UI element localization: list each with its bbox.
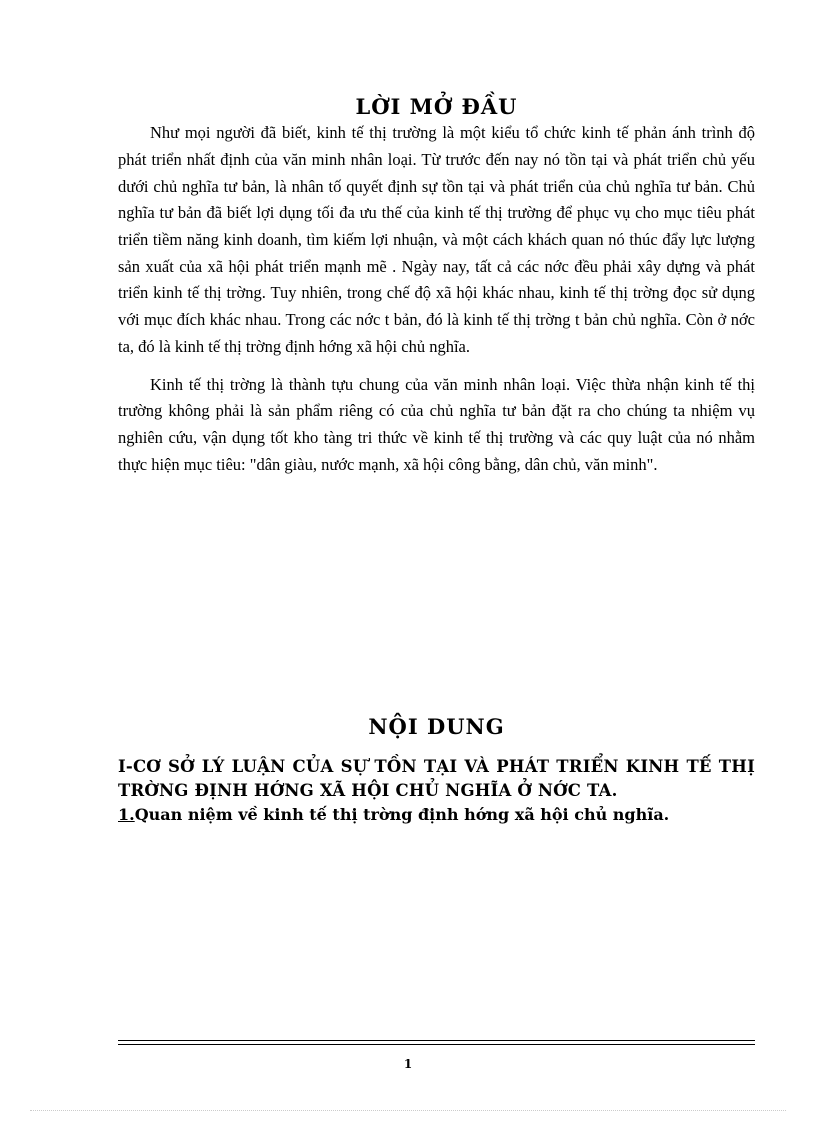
heading-level-2-number: 1.: [118, 805, 135, 825]
paragraph-2: Kinh tế thị trờng là thành tựu chung của văn minh nhân loại. Việc thừa nhận kinh tế thị trường không phải là sản phẩm riêng có của chủ nghĩa tư bản đặt ra cho chúng ta nhiệm vụ nghiên cứu, vận dụng tốt kho tàng tri thức về kinh tế thị trường và các quy luật của nó nhằm thực hiện mục tiêu: "dân giàu, nước mạnh, xã hội công bằng, dân chủ, văn minh".: [118, 374, 755, 474]
page-title: LỜI MỞ ĐẦU: [355, 94, 518, 119]
footer-divider: [118, 1040, 755, 1045]
document-body: [118, 95, 755, 826]
heading-level-2-text: Quan niệm về kinh tế thị trờng định hớng xã hội chủ nghĩa.: [134, 805, 670, 825]
heading-level-2: [118, 804, 755, 826]
section-title: NỘI DUNG: [368, 714, 505, 740]
page-number: 1: [403, 1057, 413, 1071]
paragraph-spacer: [118, 361, 755, 372]
page-edge-divider: [30, 1110, 786, 1111]
section-spacer: [118, 478, 755, 714]
paragraph-1: Như mọi người đã biết, kinh tế thị trường là một kiểu tổ chức kinh tế phản ánh trình độ phát triển nhất định của văn minh nhân loại. Từ trước đến nay nó tồn tại và phát triển chủ yếu dưới chủ nghĩa tư bản, là nhân tố quyết định sự tồn tại và phát triển của chủ nghĩa tư bản. Chủ nghĩa tư bản đã biết lợi dụng tối đa ưu thế của kinh tế thị trường để phục vụ cho mục tiêu phát triển tiềm năng kinh doanh, tìm kiếm lợi nhuận, và một cách khách quan nó thúc đẩy lực lượng sản xuất của xã hội phát triển mạnh mẽ . Ngày nay, tất cả các nớc đều phải xây dựng và phát triển kinh tế thị trờng. Tuy nhiên, trong chế độ xã hội khác nhau, kinh tế thị trờng đọc sử dụng với mục đích khác nhau. Trong các nớc t bản, đó là kinh tế thị trờng t bản chủ nghĩa. Còn ở nớc ta, đó là kinh tế thị trờng định hớng xã hội chủ nghĩa.: [118, 123, 755, 356]
heading-level-1: I-CƠ SỞ LÝ LUẬN CỦA SỰ TỒN TẠI VÀ PHÁT TRIỂN KINH TẾ THỊ TRỜNG ĐỊNH HỚNG XÃ HỘI CHỦ NGHĨA Ở NỚC TA.: [118, 757, 755, 800]
